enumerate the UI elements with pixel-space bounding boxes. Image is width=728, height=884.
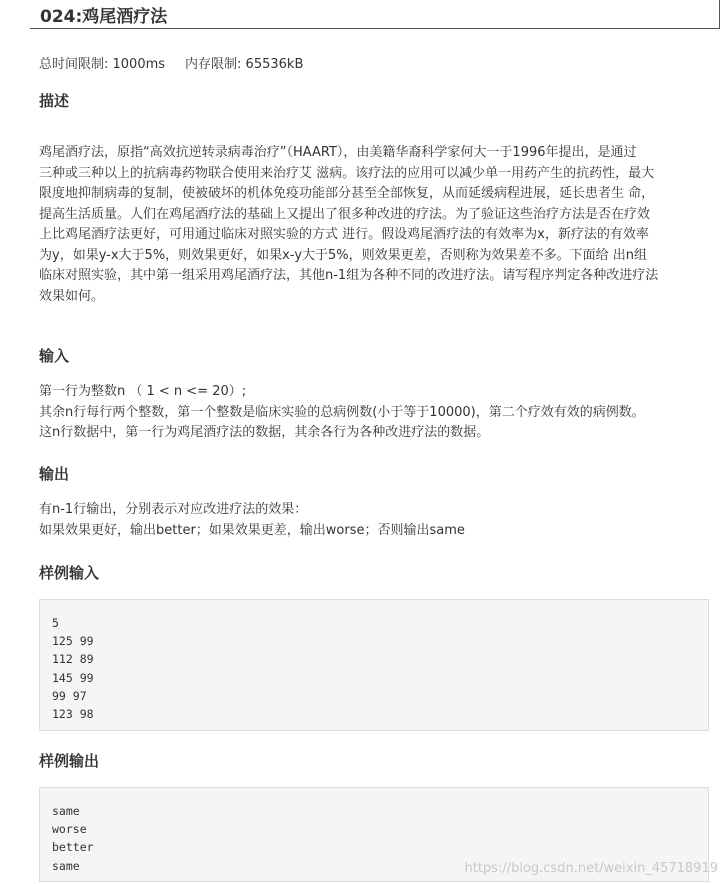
description-line: 上比鸡尾酒疗法更好，可用通过临床对照实验的方式 进行。假设鸡尾酒疗法的有效率为x，新疗法的有效率 <box>39 227 649 242</box>
input-text <box>39 382 709 444</box>
sample-input-line: 125 99 <box>52 634 94 649</box>
output-heading: 输出 <box>39 465 70 483</box>
sample-output-line: worse <box>52 822 87 837</box>
sample-input-line: 145 99 <box>52 670 94 685</box>
description-heading: 描述 <box>39 92 70 110</box>
description-line: 三种或三种以上的抗病毒药物联合使用来治疗艾 滋病。该疗法的应用可以减少单一用药产生的抗药性，最大 <box>39 165 655 181</box>
input-line: 其余n行每行两个整数，第一个整数是临床实验的总病例数(小于等于10000)，第二个疗效有效的病例数。 <box>39 404 645 420</box>
sample-output-heading: 样例输出 <box>39 752 100 770</box>
description-line: 效果如何。 <box>39 288 105 304</box>
sample-input-line: 5 <box>52 616 59 630</box>
sample-input-box <box>39 599 709 731</box>
description-line: 提高生活质量。人们在鸡尾酒疗法的基础上又提出了很多种改进的疗法。为了验证这些治疗方法是否在疗效 <box>39 206 651 222</box>
sample-input-line: 123 98 <box>52 707 94 722</box>
sample-output-line: better <box>52 840 94 855</box>
memory-limit: 内存限制: 65536kB <box>185 57 304 72</box>
description-line: 为y，如果y-x大于5%，则效果更好，如果x-y大于5%，则效果更差，否则称为效果差不多。下面给 出n组 <box>39 247 648 263</box>
sample-output-line: same <box>52 804 80 818</box>
description-line: 限度地抑制病毒的复制，使被破坏的机体免疫功能部分甚至全部恢复，从而延缓病程进展，延长患者生 命， <box>39 186 655 201</box>
problem-title: 024:鸡尾酒疗法 <box>40 7 168 27</box>
input-line: 这n行数据中，第一行为鸡尾酒疗法的数据，其余各行为各种改进疗法的数据。 <box>39 425 490 440</box>
sample-input-line: 112 89 <box>52 652 94 667</box>
input-heading: 输入 <box>39 347 70 365</box>
watermark: https://blog.csdn.net/weixin_45718919 <box>464 861 718 876</box>
title-bar <box>30 0 720 29</box>
input-line: 第一行为整数n （ 1 < n <= 20）; <box>39 384 247 399</box>
sample-input-heading: 样例输入 <box>39 564 100 582</box>
output-line: 如果效果更好，输出better；如果效果更差，输出worse；否则输出same <box>39 522 465 538</box>
output-line: 有n-1行输出，分别表示对应改进疗法的效果： <box>39 502 308 517</box>
limits-row <box>39 53 303 72</box>
output-text <box>39 500 709 541</box>
description-line: 鸡尾酒疗法，原指“高效抗逆转录病毒治疗”（HAART），由美籍华裔科学家何大一于1996年提出，是通过 <box>39 145 637 160</box>
description-text <box>39 143 709 307</box>
description-line: 临床对照实验，其中第一组采用鸡尾酒疗法，其他n-1组为各种不同的改进疗法。请写程序判定各种改进疗法 <box>39 268 659 283</box>
sample-input-line: 99 97 <box>52 688 87 703</box>
sample-output-line: same <box>52 858 80 873</box>
time-limit: 总时间限制: 1000ms <box>39 57 166 72</box>
